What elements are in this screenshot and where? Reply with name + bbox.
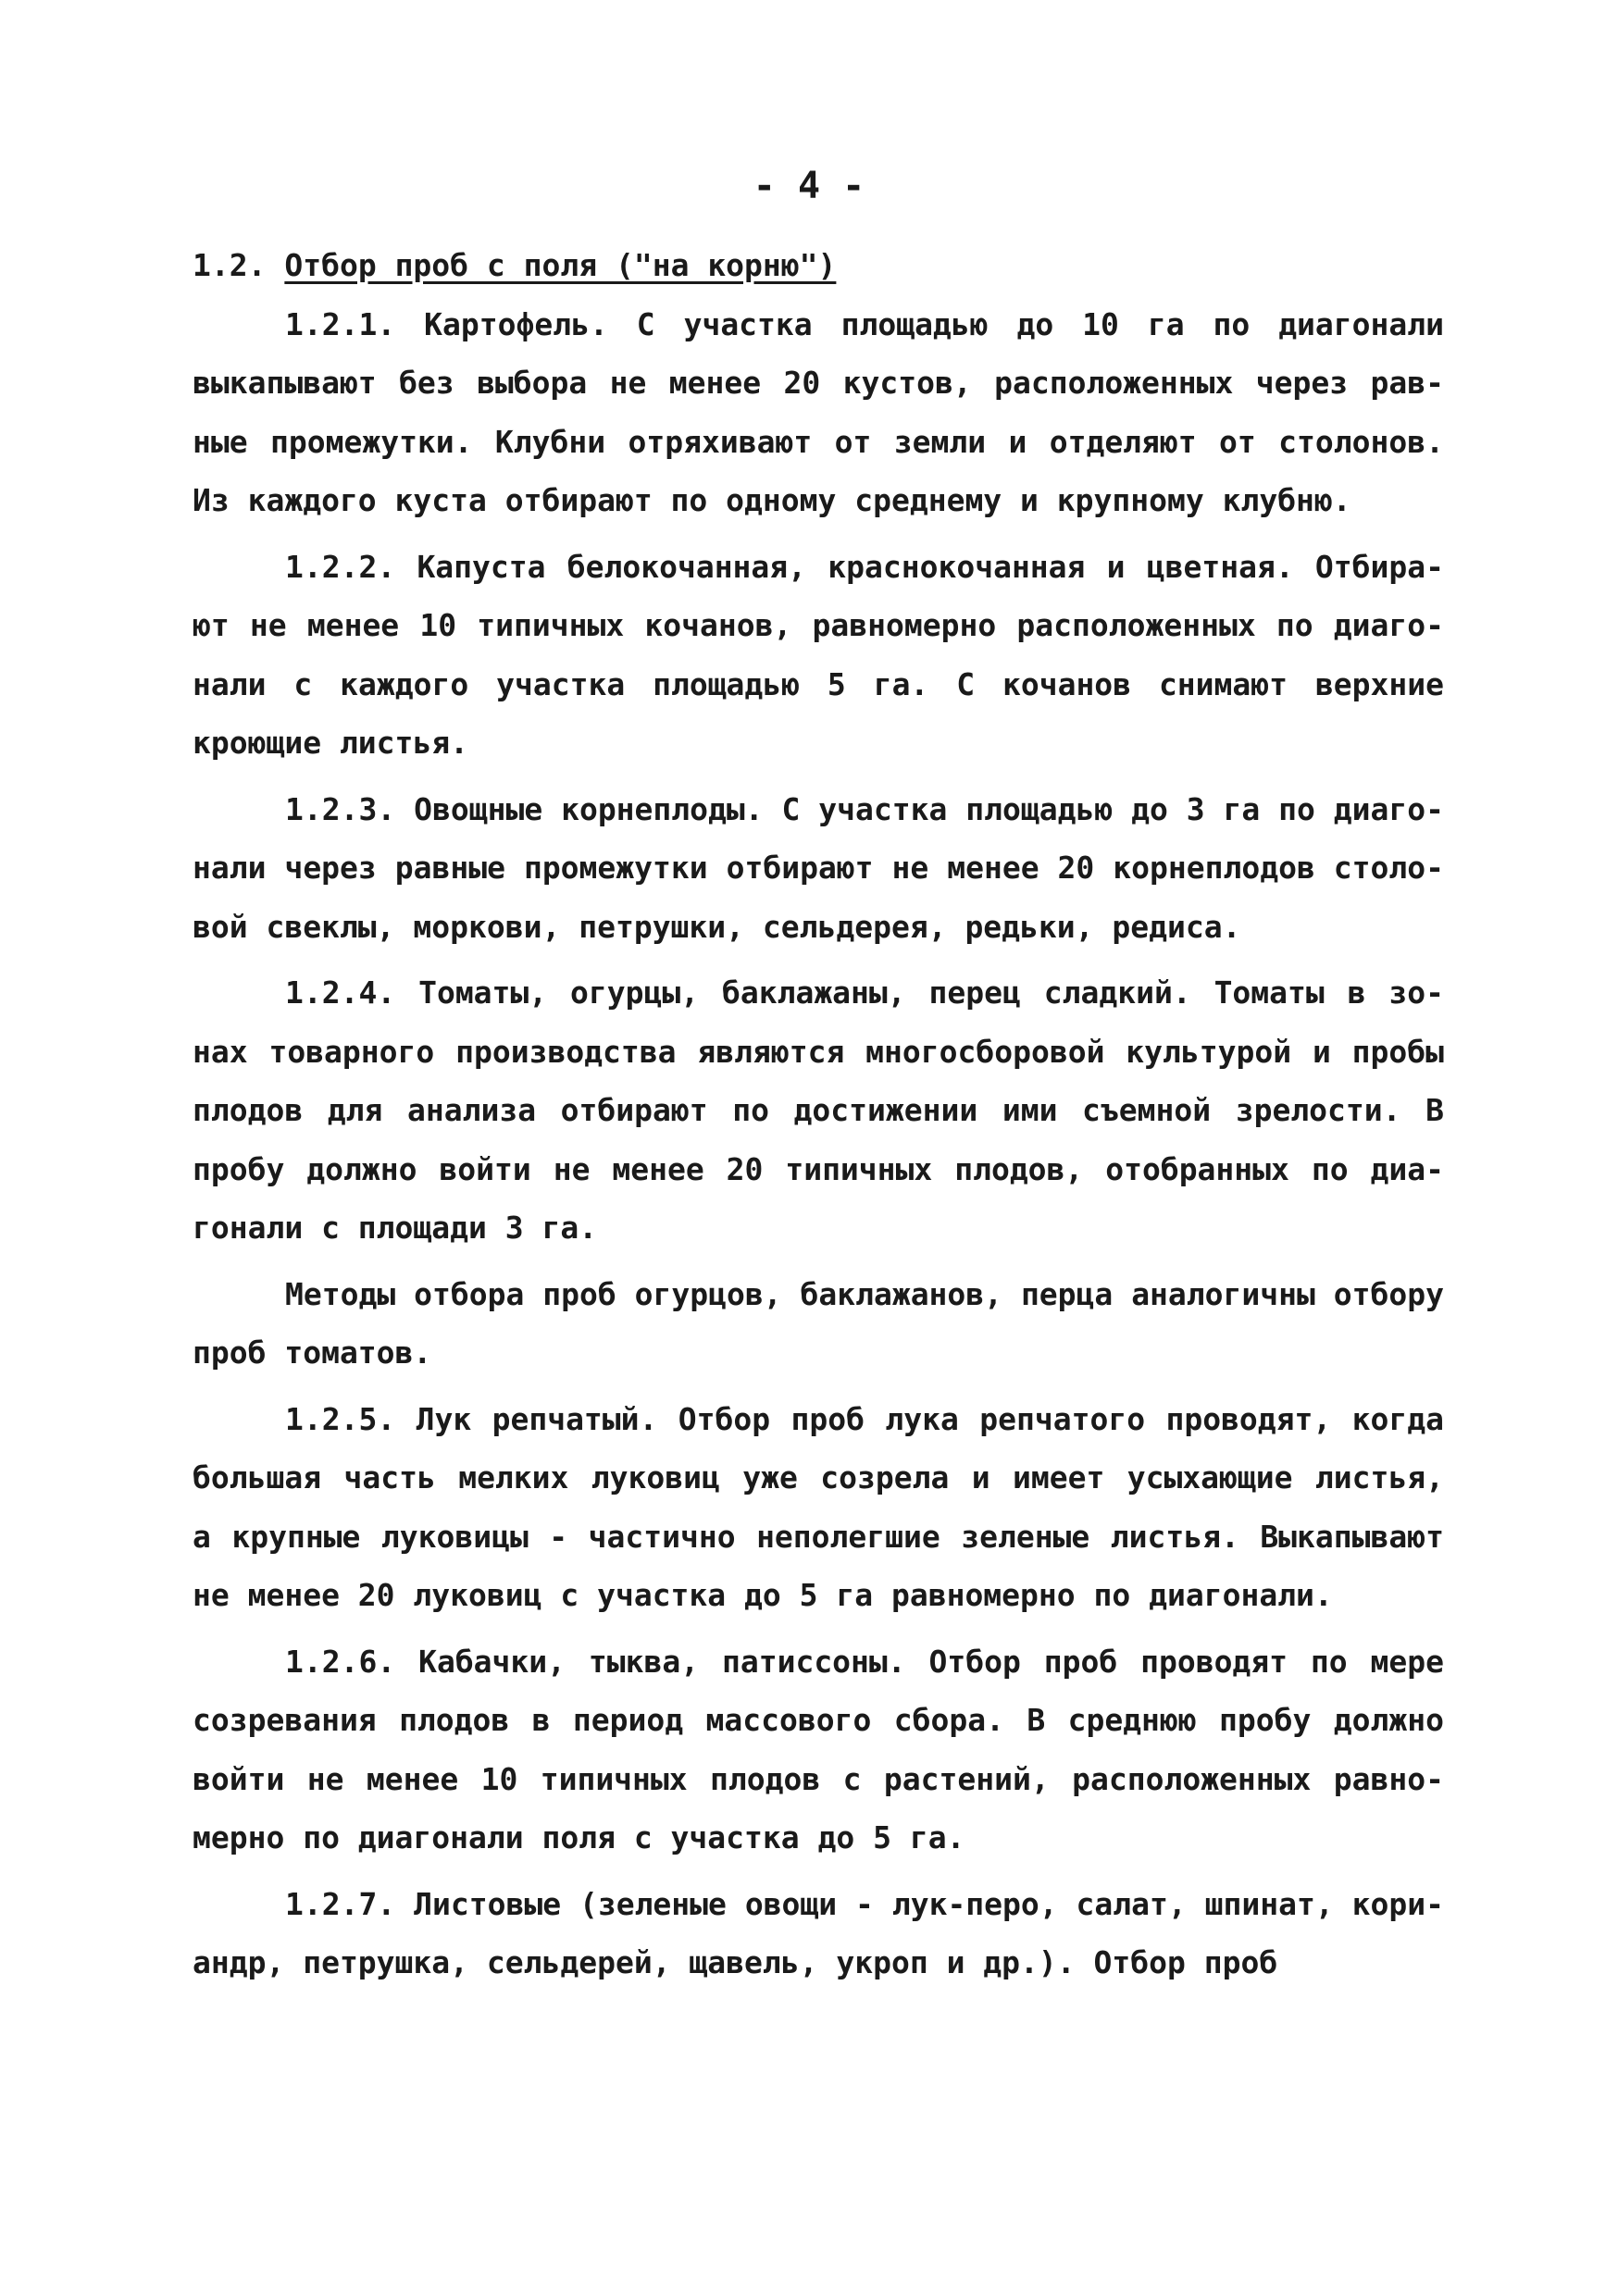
text-line: проб томатов. bbox=[193, 1334, 432, 1371]
text-line: кроющие листья. bbox=[193, 725, 469, 761]
paragraph-gap bbox=[193, 773, 1444, 780]
paragraph bbox=[193, 963, 1444, 1258]
text-line: 1.2.4. Томаты, огурцы, баклажаны, перец сладкий. Томаты в зо- bbox=[285, 974, 1444, 1011]
text-line: ные промежутки. Клубни отряхивают от земли и отделяют от столонов. bbox=[193, 423, 1444, 460]
text-line: войти не менее 10 типичных плодов с растений, расположенных равно- bbox=[193, 1760, 1444, 1797]
heading-title: Отбор проб с поля ("на корню") bbox=[284, 247, 837, 283]
paragraph-gap bbox=[193, 1383, 1444, 1390]
text-line: Методы отбора проб огурцов, баклажанов, перца аналогичны отбору bbox=[285, 1275, 1444, 1312]
text-line: нали с каждого участка площадью 5 га. С кочанов снимают верхние bbox=[193, 665, 1444, 702]
text-line: мерно по диагонали поля с участка до 5 га. bbox=[193, 1819, 965, 1855]
text-line: выкапывают без выбора не менее 20 кустов, расположенных через рав- bbox=[193, 365, 1444, 401]
paragraph bbox=[193, 295, 1444, 530]
paragraph bbox=[193, 1265, 1444, 1383]
text-line: нали через равные промежутки отбирают не менее 20 корнеплодов столо- bbox=[193, 850, 1444, 886]
paragraph-list bbox=[193, 295, 1444, 1992]
paragraph bbox=[193, 1875, 1444, 1992]
text-line: 1.2.7. Листовые (зеленые овощи - лук-перо, салат, шпинат, кори- bbox=[285, 1885, 1444, 1922]
text-line: большая часть мелких луковиц уже созрела и имеет усыхающие листья, bbox=[193, 1459, 1444, 1496]
text-line: 1.2.2. Капуста белокочанная, краснокочанная и цветная. Отбира- bbox=[285, 548, 1444, 585]
page-number: - 4 - bbox=[753, 165, 865, 207]
text-line: ют не менее 10 типичных кочанов, равномерно расположенных по диаго- bbox=[193, 607, 1444, 643]
text-line: Из каждого куста отбирают по одному среднему и крупному клубню. bbox=[193, 482, 1351, 518]
text-line: созревания плодов в период массового сбора. В среднюю пробу должно bbox=[193, 1702, 1444, 1738]
paragraph bbox=[193, 1632, 1444, 1868]
paragraph-gap bbox=[193, 1868, 1444, 1875]
paragraph-gap bbox=[193, 956, 1444, 963]
text-line: 1.2.1. Картофель. С участка площадью до 10 га по диагонали bbox=[285, 305, 1444, 342]
text-line: 1.2.5. Лук репчатый. Отбор проб лука репчатого проводят, когда bbox=[285, 1400, 1444, 1437]
heading-number: 1.2. bbox=[193, 247, 267, 283]
text-line: вой свеклы, моркови, петрушки, сельдерея, редьки, редиса. bbox=[193, 908, 1241, 945]
paragraph-gap bbox=[193, 530, 1444, 538]
paragraph-gap bbox=[193, 1258, 1444, 1265]
text-line: нах товарного производства являются многосборовой культурой и пробы bbox=[193, 1033, 1444, 1070]
document-body bbox=[193, 236, 1444, 1992]
text-line: 1.2.3. Овощные корнеплоды. С участка площадью до 3 га по диаго- bbox=[285, 790, 1444, 827]
text-line: пробу должно войти не менее 20 типичных плодов, отобранных по диа- bbox=[193, 1150, 1444, 1187]
text-line: андр, петрушка, сельдерей, щавель, укроп и др.). Отбор проб bbox=[193, 1944, 1278, 1980]
paragraph bbox=[193, 1390, 1444, 1625]
text-line: не менее 20 луковиц с участка до 5 га равномерно по диагонали. bbox=[193, 1577, 1333, 1613]
text-line: плодов для анализа отбирают по достижении ими съемной зрелости. В bbox=[193, 1092, 1444, 1128]
text-line: 1.2.6. Кабачки, тыква, патиссоны. Отбор проб проводят по мере bbox=[285, 1643, 1444, 1680]
paragraph bbox=[193, 780, 1444, 957]
paragraph-gap bbox=[193, 1625, 1444, 1632]
text-line: гонали с площади 3 га. bbox=[193, 1210, 598, 1246]
section-heading bbox=[193, 236, 1444, 295]
text-line: а крупные луковицы - частично неполегшие зеленые листья. Выкапывают bbox=[193, 1518, 1444, 1555]
paragraph bbox=[193, 538, 1444, 773]
